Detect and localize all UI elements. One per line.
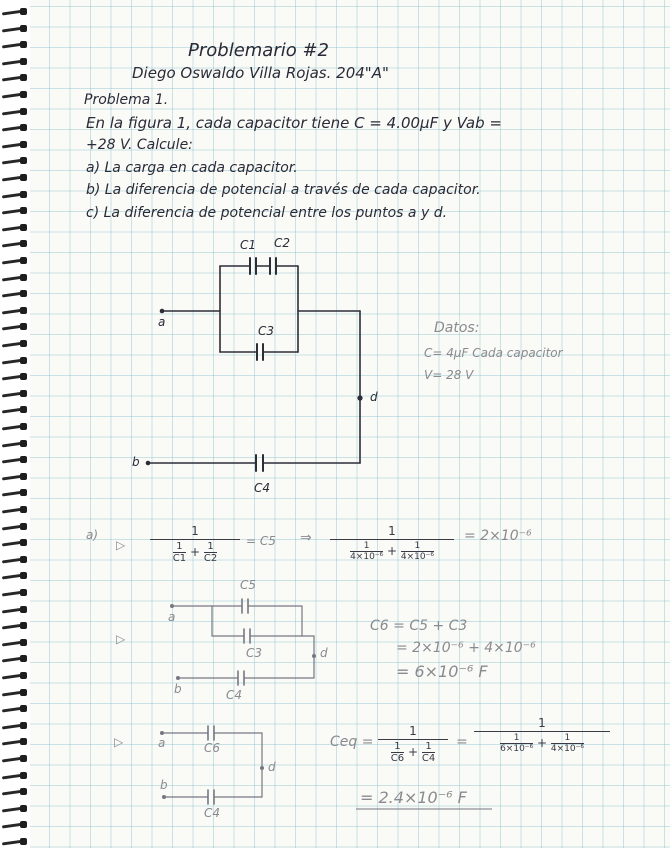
datos-line1: C= 4μF Cada capacitor (424, 346, 563, 360)
step3-ceq-label: Ceq = (330, 734, 374, 750)
capacitor-c2-plates (270, 258, 276, 274)
circuit1-node-a: a (158, 315, 166, 329)
step1-arrow-bullet: ▷ (116, 538, 126, 552)
circuit3-label-c6: C6 (204, 741, 221, 755)
capacitor-c4-plates (256, 455, 263, 471)
node-d-dot (357, 395, 362, 400)
problem-item-c: c) La diferencia de potencial entre los puntos a y d. (86, 205, 448, 221)
circuit1-node-b: b (132, 455, 140, 469)
circuit2-node-d: d (320, 646, 328, 660)
circuit3-node-b: b (160, 778, 168, 792)
step2-line2: = 2×10⁻⁶ + 4×10⁻⁶ (396, 640, 536, 656)
problem-item-a: a) La carga en cada capacitor. (86, 160, 298, 176)
circuit3-node-a: a (158, 736, 166, 750)
step1-fraction-2: 1 $\frac{1}{\text{4×10⁻⁶}}$ + $\frac{1}{\text{4×10⁻⁶}}$ (330, 524, 454, 562)
circuit3-node-d: d (268, 760, 276, 774)
step1-result: = 2×10⁻⁶ (464, 528, 532, 544)
circuit1-label-c2: C2 (274, 236, 291, 250)
datos-line2: V= 28 V (424, 368, 474, 382)
step3-result: = 2.4×10⁻⁶ F (360, 788, 467, 807)
page-title: Problemario #2 (188, 40, 330, 61)
datos-title: Datos: (434, 320, 480, 336)
step1-arrow: ⇒ (300, 530, 312, 546)
step2-line1: C6 = C5 + C3 (370, 618, 468, 634)
circuit2-label-c5: C5 (240, 578, 257, 592)
step2-arrow-bullet: ▷ (116, 632, 126, 646)
circuit1-node-d: d (370, 390, 378, 404)
circuit-1-wires (148, 266, 360, 463)
problem-statement-line1: En la figura 1, cada capacitor tiene C = 4.00μF y Vab = (86, 114, 502, 132)
step3-arrow-bullet: ▷ (114, 735, 124, 749)
circuit2-node-b: b (174, 682, 182, 696)
author-line: Diego Oswaldo Villa Rojas. 204"A" (132, 64, 389, 82)
step3-fraction-2: 1 $\frac{1}{\text{6×10⁻⁶}}$ + $\frac{1}{\text{4×10⁻⁶}}$ (474, 716, 610, 754)
circuit2-label-c4: C4 (226, 688, 243, 702)
step3-equals: = (456, 734, 468, 750)
step1-fraction: 1 $\frac{1}{C1}$ + $\frac{1}{C2}$ (150, 524, 240, 564)
problem-label: Problema 1. (84, 92, 169, 108)
problem-statement-line2: +28 V. Calcule: (86, 137, 193, 153)
step3-fraction: 1 $\frac{1}{C6}$ + $\frac{1}{C4}$ (378, 724, 448, 764)
problem-item-b: b) La diferencia de potencial a través de cada capacitor. (86, 182, 481, 198)
step1-equals-c5: = C5 (246, 534, 276, 548)
circuit2-label-c3: C3 (246, 646, 263, 660)
step2-line3: = 6×10⁻⁶ F (396, 662, 488, 681)
circuit1-label-c1: C1 (240, 238, 257, 252)
circuit2-node-a: a (168, 610, 176, 624)
circuit1-label-c4: C4 (254, 481, 271, 495)
circuit1-label-c3: C3 (258, 324, 275, 338)
capacitor-c1-plates (250, 258, 256, 274)
capacitor-c3-plates (257, 344, 263, 360)
solution-part-label: a) (86, 528, 99, 542)
circuit3-label-c4: C4 (204, 806, 221, 820)
node-a-dot (160, 309, 165, 314)
node-b-dot (146, 461, 151, 466)
